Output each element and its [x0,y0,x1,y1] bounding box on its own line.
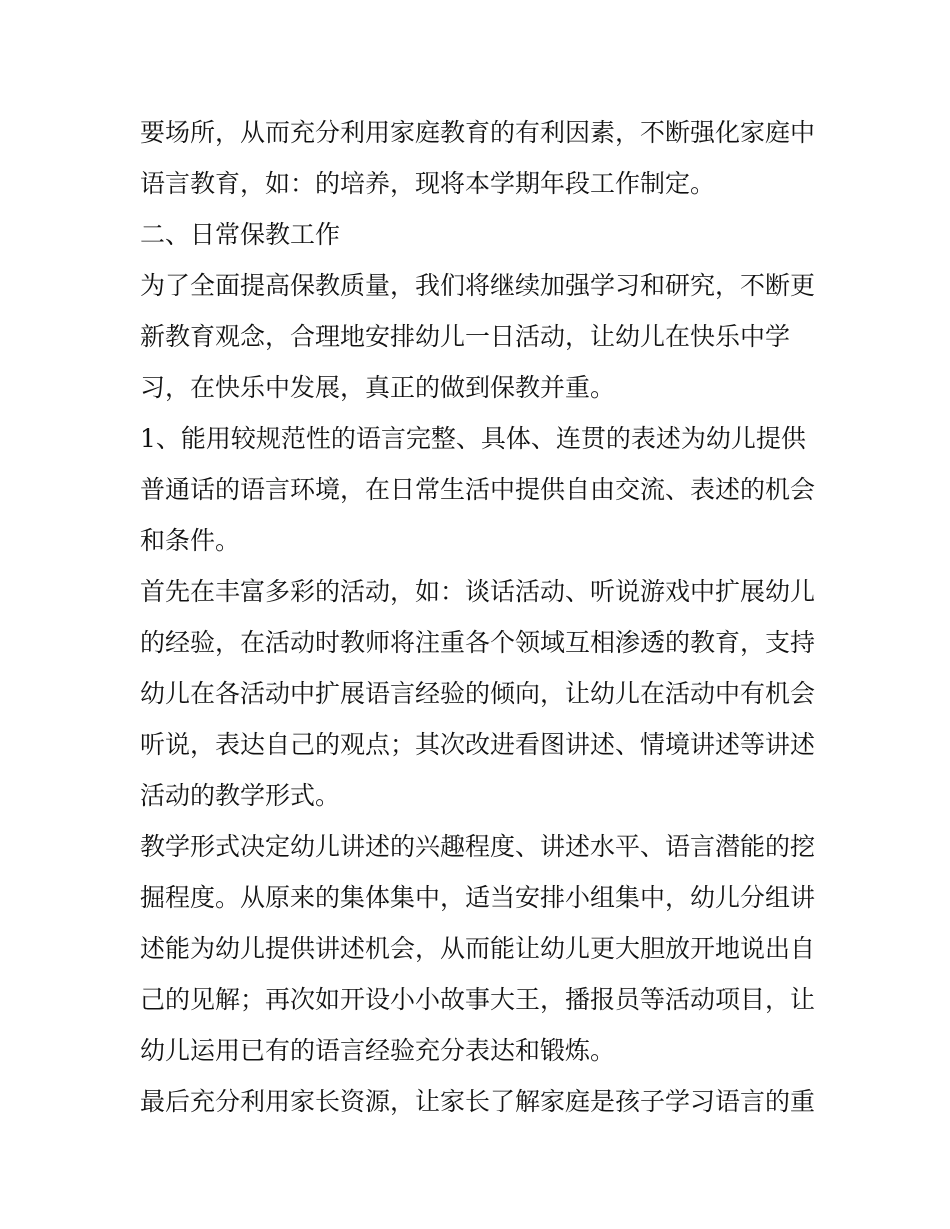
text-line: 幼儿在各活动中扩展语言经验的倾向，让幼儿在活动中有机会 [140,679,816,708]
text-line: 幼儿运用已有的语言经验充分表达和锻炼。 [140,1036,616,1065]
text-line: 要场所，从而充分利用家庭教育的有利因素，不断强化家庭中 [140,118,816,147]
text-line: 普通话的语言环境，在日常生活中提供自由交流、表述的机会 [140,475,816,504]
text-line: 首先在丰富多彩的活动，如：谈话活动、听说游戏中扩展幼儿 [140,577,816,606]
document-body [140,107,830,1127]
section-heading [140,209,830,260]
text-line: 新教育观念，合理地安排幼儿一日活动，让幼儿在快乐中学 [140,322,791,351]
paragraph-first [140,566,830,821]
text-line: 最后充分利用家长资源，让家长了解家庭是孩子学习语言的重 [140,1087,816,1116]
text-line: 教学形式决定幼儿讲述的兴趣程度、讲述水平、语言潜能的挖 [140,832,816,861]
text-line: 习，在快乐中发展，真正的做到保教并重。 [140,373,616,402]
text-line: 活动的教学形式。 [140,781,341,810]
text-line: 述能为幼儿提供讲述机会，从而能让幼儿更大胆放开地说出自 [140,934,816,963]
heading-text: 二、日常保教工作 [140,220,341,249]
paragraph-quality [140,260,830,413]
paragraph-item-1 [140,413,830,566]
text-line: 为了全面提高保教质量，我们将继续加强学习和研究，不断更 [140,271,816,300]
text-line: 和条件。 [140,526,241,555]
paragraph-finally [140,1076,830,1127]
text-line: 掘程度。从原来的集体集中，适当安排小组集中，幼儿分组讲 [140,883,816,912]
text-line: 语言教育，如：的培养，现将本学期年段工作制定。 [140,169,716,198]
paragraph-teaching-form [140,821,830,1076]
text-line: 听说，表达自己的观点；其次改进看图讲述、情境讲述等讲述 [140,730,816,759]
paragraph-intro-continuation [140,107,830,209]
text-line: 1、能用较规范性的语言完整、具体、连贯的表述为幼儿提供 [140,424,806,453]
text-line: 的经验，在活动时教师将注重各个领域互相渗透的教育，支持 [140,628,816,657]
text-line: 己的见解；再次如开设小小故事大王，播报员等活动项目，让 [140,985,816,1014]
